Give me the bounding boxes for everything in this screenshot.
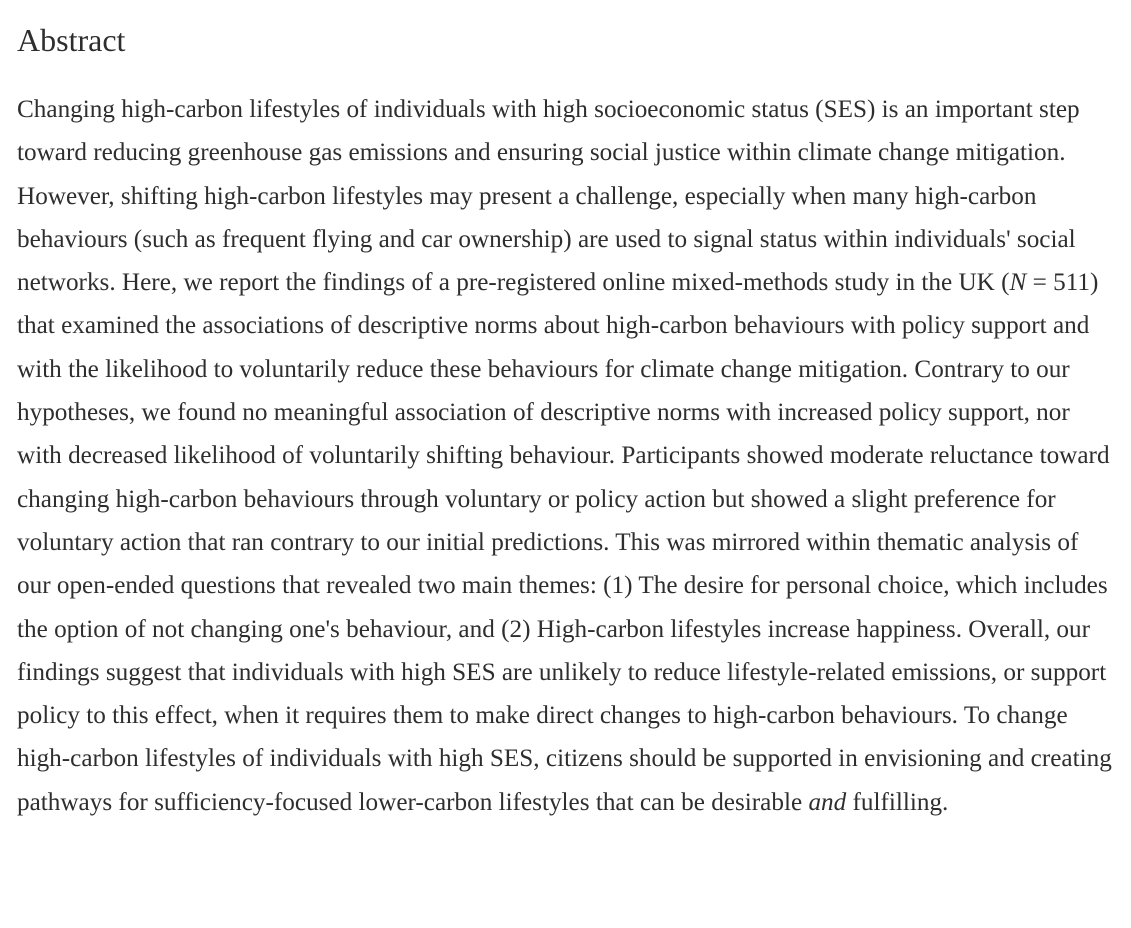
- emphasis-and: and: [808, 788, 847, 816]
- abstract-text-part-1: Changing high-carbon lifestyles of individuals with high socioeconomic status (SES) is an important step toward reducing greenhouse gas emissions and ensuring social justice within climate change mitigation. However, shifting high-carbon lifestyles may present a challenge, especially when many high-carbon behaviours (such as frequent flying and car ownership) are used to signal status within individuals' social networks. Here, we report the findings of a pre-registered online mixed-methods study in the UK (: [17, 96, 1080, 297]
- abstract-text-part-2: = 511) that examined the associations of descriptive norms about high-carbon behaviours with policy support and with the likelihood to voluntarily reduce these behaviours for climate change mitigation. Contrary to our hypotheses, we found no meaningful association of descriptive norms with increased policy support, nor with decreased likelihood of voluntarily shifting behaviour. Participants showed moderate reluctance toward changing high-carbon behaviours through voluntary or policy action but showed a slight preference for voluntary action that ran contrary to our initial predictions. This was mirrored within thematic analysis of our open-ended questions that revealed two main themes: (1) The desire for personal choice, which includes the option of not changing one's behaviour, and (2) High-carbon lifestyles increase happiness. Overall, our findings suggest that individuals with high SES are unlikely to reduce lifestyle-related emissions, or support policy to this effect, when it requires them to make direct changes to high-carbon behaviours. To change high-carbon lifestyles of individuals with high SES, citizens should be supported in envisioning and creating pathways for sufficiency-focused lower-carbon lifestyles that can be desirable: [17, 269, 1112, 816]
- sample-size-symbol: N: [1009, 269, 1027, 297]
- abstract-paragraph: [17, 88, 1117, 824]
- abstract-heading: Abstract: [17, 22, 126, 58]
- abstract-section: [17, 0, 1117, 824]
- abstract-text-part-3: fulfilling.: [846, 788, 949, 816]
